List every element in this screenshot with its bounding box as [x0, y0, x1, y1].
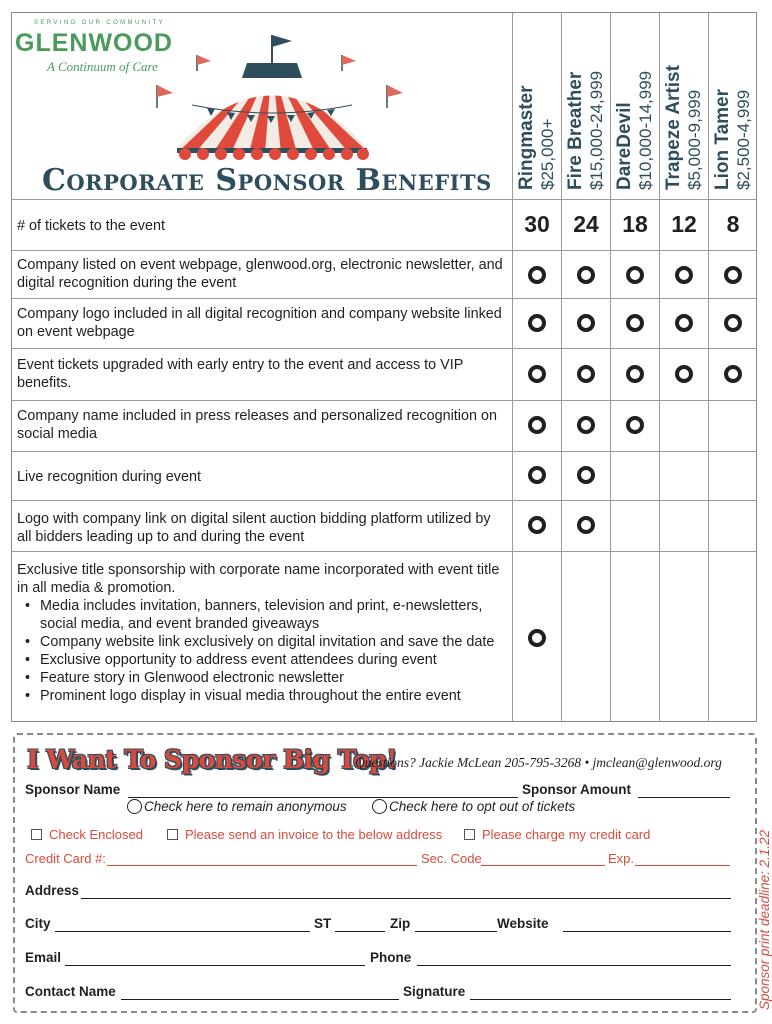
included-mark	[626, 365, 644, 383]
tier-header-trapeze-artist	[659, 13, 708, 199]
signature-label: Signature	[403, 984, 466, 999]
included-mark	[528, 466, 546, 484]
credit-card-option-label: Please charge my credit card	[482, 827, 651, 842]
tier-header-ringmaster	[512, 13, 561, 199]
included-mark	[577, 516, 595, 534]
form-heading: I Want To Sponsor Big Top!	[27, 745, 397, 774]
header-brand	[12, 13, 512, 199]
benefit-label: Company name included in press releases and personalized recognition on social media	[17, 408, 497, 442]
checkbox-icon[interactable]	[167, 829, 178, 840]
brand-logo-name: GLENWOOD	[15, 29, 173, 57]
circus-tent-illustration	[137, 23, 407, 163]
tickets-row-label: # of tickets to the event	[17, 218, 165, 234]
benefit-label: Live recognition during event	[17, 469, 202, 485]
address-label: Address	[25, 883, 80, 898]
tier-name: Ringmaster	[515, 85, 537, 190]
signature-field[interactable]	[470, 999, 731, 1000]
zip-label: Zip	[390, 916, 411, 931]
exclusive-bullets	[17, 597, 507, 705]
sponsor-amount-field[interactable]	[638, 797, 730, 798]
ticket-count: 8	[726, 211, 740, 237]
exclusive-benefit	[17, 561, 507, 705]
included-mark	[528, 314, 546, 332]
radio-circle-icon[interactable]	[372, 799, 387, 814]
included-mark	[577, 266, 595, 284]
ticket-count: 12	[671, 211, 697, 237]
page-title: Corporate Sponsor Benefits	[42, 163, 492, 198]
exclusive-intro: Exclusive title sponsorship with corporate name incorporated with event title in all media & promotion.	[17, 562, 500, 596]
tier-header-daredevil	[610, 13, 659, 199]
brand-tagline: SERVING OUR COMMUNITY	[34, 20, 165, 26]
included-mark	[675, 365, 693, 383]
ticket-count: 24	[573, 211, 599, 237]
sec-code-label: Sec. Code	[421, 851, 482, 866]
included-mark	[528, 266, 546, 284]
list-item: • Prominent logo display in visual media throughout the entire event	[23, 687, 507, 705]
included-mark	[528, 365, 546, 383]
state-field[interactable]	[335, 931, 385, 932]
zip-field[interactable]	[415, 931, 497, 932]
tier-name: DareDevil	[613, 102, 635, 190]
sponsor-name-label: Sponsor Name	[25, 782, 121, 797]
sponsor-form	[13, 733, 772, 1013]
sponsor-amount-label: Sponsor Amount	[522, 782, 631, 797]
phone-label: Phone	[370, 950, 412, 965]
exp-label: Exp.	[608, 851, 635, 866]
tier-header-fire-breather	[561, 13, 610, 199]
credit-card-field[interactable]	[107, 865, 417, 866]
print-deadline: Sponsor print deadline: 2.1.22	[757, 829, 772, 1010]
website-field[interactable]	[563, 931, 731, 932]
credit-card-option[interactable]	[464, 827, 650, 842]
included-mark	[528, 516, 546, 534]
invoice-label: Please send an invoice to the below address	[185, 827, 443, 842]
benefits-table	[11, 12, 757, 722]
benefit-label: Company logo included in all digital recognition and company website linked on event webpage	[17, 306, 502, 340]
anonymous-label: Check here to remain anonymous	[144, 799, 347, 814]
credit-card-label: Credit Card #:	[25, 851, 106, 866]
included-mark	[577, 365, 595, 383]
included-mark	[675, 314, 693, 332]
sec-code-field[interactable]	[481, 865, 605, 866]
questions-contact: Questions? Jackie McLean 205-795-3268 • jmclean@glenwood.org	[355, 755, 722, 770]
email-field[interactable]	[65, 965, 365, 966]
address-field[interactable]	[81, 898, 731, 899]
phone-field[interactable]	[417, 965, 731, 966]
check-enclosed-label: Check Enclosed	[49, 827, 143, 842]
included-mark	[528, 629, 546, 647]
radio-circle-icon[interactable]	[127, 799, 142, 814]
tier-range: $25,000+	[537, 118, 557, 190]
included-mark	[528, 416, 546, 434]
included-mark	[626, 314, 644, 332]
included-mark	[724, 365, 742, 383]
exp-field[interactable]	[635, 865, 730, 866]
opt-out-option[interactable]	[372, 799, 575, 814]
benefit-label: Logo with company link on digital silent auction bidding platform utilized by all bidders leading up to and during the event	[17, 511, 491, 545]
city-field[interactable]	[55, 931, 310, 932]
ticket-count: 18	[622, 211, 648, 237]
state-label: ST	[314, 916, 332, 931]
tier-range: $5,000-9,999	[684, 89, 704, 190]
included-mark	[724, 266, 742, 284]
benefit-label: Event tickets upgraded with early entry to the event and access to VIP benefits.	[17, 357, 464, 391]
tier-name: Trapeze Artist	[662, 65, 684, 190]
contact-name-label: Contact Name	[25, 984, 116, 999]
city-label: City	[25, 916, 51, 931]
opt-out-label: Check here to opt out of tickets	[389, 799, 576, 814]
included-mark	[577, 314, 595, 332]
benefit-label: Company listed on event webpage, glenwood.org, electronic newsletter, and digital recognition during the event	[17, 257, 503, 291]
tier-range: $10,000-14,999	[635, 70, 655, 190]
included-mark	[626, 416, 644, 434]
ticket-count: 30	[524, 211, 550, 237]
included-mark	[577, 466, 595, 484]
brand-subtitle: A Continuum of Care	[47, 59, 158, 74]
check-enclosed-option[interactable]	[31, 827, 143, 842]
anonymous-option[interactable]	[127, 799, 347, 814]
website-label: Website	[497, 916, 549, 931]
tier-name: Fire Breather	[564, 71, 586, 190]
email-label: Email	[25, 950, 62, 965]
checkbox-icon[interactable]	[464, 829, 475, 840]
tier-range: $15,000-24,999	[586, 70, 606, 190]
invoice-option[interactable]	[167, 827, 442, 842]
included-mark	[724, 314, 742, 332]
included-mark	[577, 416, 595, 434]
checkbox-icon[interactable]	[31, 829, 42, 840]
tier-header-lion-tamer	[708, 13, 758, 199]
included-mark	[626, 266, 644, 284]
list-item: • Company website link exclusively on digital invitation and save the date	[23, 633, 507, 651]
list-item: • Exclusive opportunity to address event attendees during event	[23, 651, 507, 669]
list-item: • Media includes invitation, banners, television and print, e-newsletters, social media, and event branded giveaways	[23, 597, 507, 633]
included-mark	[675, 266, 693, 284]
sponsor-name-field[interactable]	[128, 797, 518, 798]
contact-name-field[interactable]	[121, 999, 399, 1000]
tier-name: Lion Tamer	[712, 89, 733, 190]
tier-range: $2,500-4,999	[734, 89, 753, 190]
list-item: • Feature story in Glenwood electronic newsletter	[23, 669, 507, 687]
